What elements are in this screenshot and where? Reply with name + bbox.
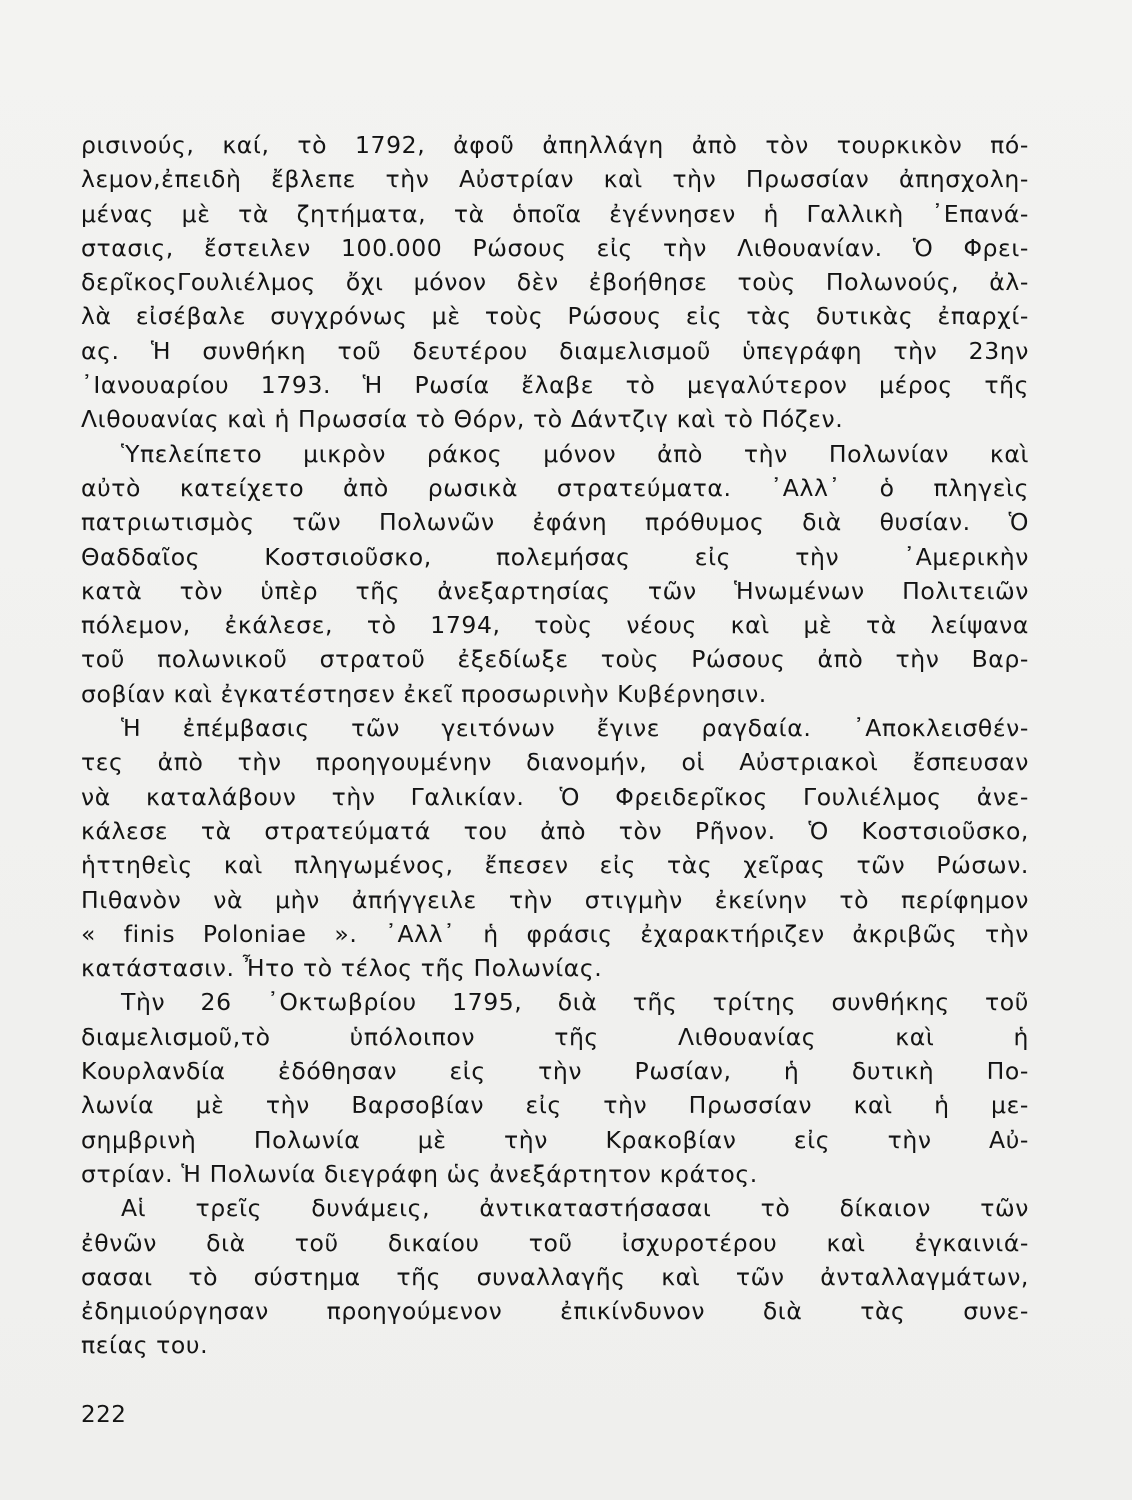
text-line: ἡττηθεὶς καὶ πληγωμένος, ἔπεσεν εἰς τὰς χεῖρας τῶν Ρώσων. xyxy=(81,851,1029,880)
text-line: πείας του. xyxy=(81,1331,209,1360)
text-line: πόλεμον, ἐκάλεσε, τὸ 1794, τοὺς νέους καὶ μὲ τὰ λείψανα xyxy=(81,611,1029,640)
text-line: ρισινούς, καί, τὸ 1792, ἀφοῦ ἀπηλλάγη ἀπὸ τὸν τουρκικὸν πό- xyxy=(81,131,1029,159)
text-line: τοῦ πολωνικοῦ στρατοῦ ἐξεδίωξε τοὺς Ρώσους ἀπὸ τὴν Βαρ- xyxy=(81,645,1029,674)
text-line: τες ἀπὸ τὴν προηγουμένην διανομήν, οἱ Αὐστριακοὶ ἔσπευσαν xyxy=(81,748,1029,777)
text-line: σοβίαν καὶ ἐγκατέστησεν ἐκεῖ προσωρινὴν Κυβέρνησιν. xyxy=(81,679,767,708)
text-line: σασαι τὸ σύστημα τῆς συναλλαγῆς καὶ τῶν ἀνταλλαγμάτων, xyxy=(81,1262,1029,1291)
text-line: Θαδδαῖος Κοστσιοῦσκο, πολεμήσας εἰς τὴν ᾿Αμερικὴν xyxy=(81,542,1029,571)
text-line: ἐθνῶν διὰ τοῦ δικαίου τοῦ ἰσχυροτέρου καὶ ἐγκαινιά- xyxy=(81,1228,1029,1257)
text-line: ᾿Ιανουαρίου 1793. Ἡ Ρωσία ἔλαβε τὸ μεγαλύτερον μέρος τῆς xyxy=(81,371,1029,400)
text-line: Αἱ τρεῖς δυνάμεις, ἀντικαταστήσασαι τὸ δίκαιον τῶν xyxy=(121,1194,1029,1223)
text-line: στασις, ἔστειλεν 100.000 Ρώσους εἰς τὴν Λιθουανίαν. Ὁ Φρει- xyxy=(81,233,1029,262)
text-line: μένας μὲ τὰ ζητήματα, τὰ ὁποῖα ἐγέννησεν ἡ Γαλλικὴ ᾿Επανά- xyxy=(81,199,1029,228)
text-line: Ὑπελείπετο μικρὸν ράκος μόνον ἀπὸ τὴν Πολωνίαν καὶ xyxy=(121,439,1029,468)
text-line: ας. Ἡ συνθήκη τοῦ δευτέρου διαμελισμοῦ ὑπεγράφη τὴν 23ην xyxy=(81,336,1029,365)
text-line: ἐδημιούργησαν προηγούμενον ἐπικίνδυνον διὰ τὰς συνε- xyxy=(81,1297,1029,1326)
text-line: πατριωτισμὸς τῶν Πολωνῶν ἐφάνη πρόθυμος διὰ θυσίαν. Ὁ xyxy=(81,508,1029,537)
text-line: νὰ καταλάβουν τὴν Γαλικίαν. Ὁ Φρειδερῖκος Γουλιέλμος ἀνε- xyxy=(81,782,1029,811)
text-line: διαμελισμοῦ,τὸ ὑπόλοιπον τῆς Λιθουανίας καὶ ἡ xyxy=(81,1022,1029,1051)
text-line: Τὴν 26 ᾿Οκτωβρίου 1795, διὰ τῆς τρίτης συνθήκης τοῦ xyxy=(121,988,1029,1017)
text-line: λωνία μὲ τὴν Βαρσοβίαν εἰς τὴν Πρωσσίαν καὶ ἡ με- xyxy=(81,1091,1029,1120)
text-line: « finis Poloniae ». ᾿Αλλ᾿ ἡ φράσις ἐχαρακτήριζεν ἀκριβῶς τὴν xyxy=(81,919,1029,948)
text-line: κατάστασιν. Ἦτο τὸ τέλος τῆς Πολωνίας. xyxy=(81,954,603,983)
text-line: λὰ εἰσέβαλε συγχρόνως μὲ τοὺς Ρώσους εἰς τὰς δυτικὰς ἐπαρχί- xyxy=(81,302,1029,331)
page-number: 222 xyxy=(81,1402,127,1428)
text-line: Πιθανὸν νὰ μὴν ἀπήγγειλε τὴν στιγμὴν ἐκείνην τὸ περίφημον xyxy=(81,885,1029,914)
text-line: στρίαν. Ἡ Πολωνία διεγράφη ὡς ἀνεξάρτητον κράτος. xyxy=(81,1159,758,1188)
text-line: κάλεσε τὰ στρατεύματά του ἀπὸ τὸν Ρῆνον. Ὁ Κοστσιοῦσκο, xyxy=(81,816,1029,845)
text-line: σημβρινὴ Πολωνία μὲ τὴν Κρακοβίαν εἰς τὴν Αὐ- xyxy=(81,1125,1029,1154)
text-line: Ἡ ἐπέμβασις τῶν γειτόνων ἔγινε ραγδαία. ᾿Αποκλεισθέν- xyxy=(121,714,1029,743)
body-text xyxy=(81,128,1029,1363)
text-line: δερῖκοςΓουλιέλμος ὄχι μόνον δὲν ἐβοήθησε τοὺς Πολωνούς, ἀλ- xyxy=(81,268,1029,297)
text-line: λεμον,ἐπειδὴ ἔβλεπε τὴν Αὐστρίαν καὶ τὴν Πρωσσίαν ἀπησχολη- xyxy=(81,165,1029,194)
text-line: Κουρλανδία ἐδόθησαν εἰς τὴν Ρωσίαν, ἡ δυτικὴ Πο- xyxy=(81,1057,1029,1086)
text-line: κατὰ τὸν ὑπὲρ τῆς ἀνεξαρτησίας τῶν Ἡνωμένων Πολιτειῶν xyxy=(81,576,1029,605)
text-line: Λιθουανίας καὶ ἡ Πρωσσία τὸ Θόρν, τὸ Δάντζιγ καὶ τὸ Πόζεν. xyxy=(81,405,844,434)
text-line: αὐτὸ κατείχετο ἀπὸ ρωσικὰ στρατεύματα. ᾿Αλλ᾿ ὁ πληγεὶς xyxy=(81,473,1029,502)
